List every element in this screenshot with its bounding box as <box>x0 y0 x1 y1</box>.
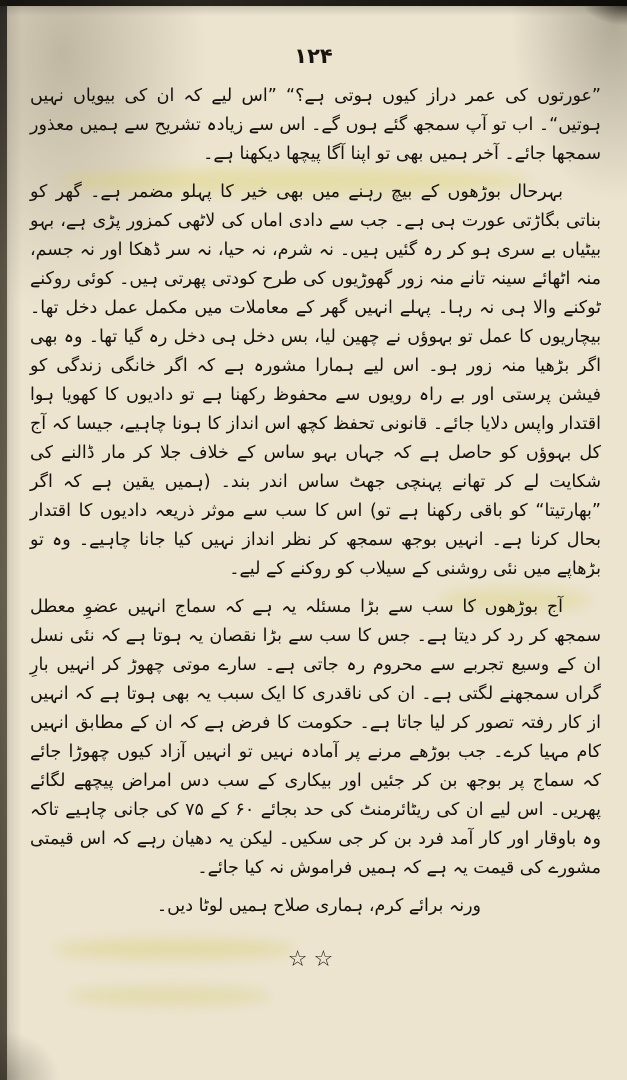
paragraph: آج بوڑھوں کا سب سے بڑا مسئلہ یہ ہے کہ سماج انہیں عضوِ معطل سمجھ کر رد کر دیتا ہے۔ جس کا سب سے بڑا نقصان یہ ہوتا ہے کہ نئی نسل ان کے وسیع تجربے سے محروم رہ جاتی ہے۔ سارے موتی چھوڑ کر انہیں بارِ گراں سمجھنے لگتی ہے۔ ان کی ناقدری کا ایک سبب یہ بھی ہوتا ہے کہ انہیں از کار رفتہ تصور کر لیا جاتا ہے۔ حکومت کا فرض ہے کہ ان کے مطابق انہیں کام مہیا کرے۔ جب بوڑھے مرنے پر آمادہ نہیں تو انہیں آزاد کیوں چھوڑا جائے کہ سماج پر بوجھ بن کر جئیں اور بیکاری کے سب دس امراض پیچھے لگائے پھریں۔ اس لیے ان کی ریٹائرمنٹ کی حد بجائے ۶۰ کے ۷۵ کی جانی چاہیے تاکہ وہ باوقار اور کار آمد فرد بن کر جی سکیں۔ لیکن یہ دھیان رہے کہ اس قیمتی مشورے کی قیمت یہ ہے کہ ہمیں فراموش نہ کیا جائے۔ <box>30 597 601 878</box>
paper-stain <box>70 986 270 1006</box>
paragraph: بہرحال بوڑھوں کے بیچ رہنے میں بھی خیر کا پہلو مضمر ہے۔ گھر کو بناتی بگاڑتی عورت ہی ہے۔ جب سے دادی اماں کی لاٹھی کمزور پڑی ہے، بہو بیٹیاں بے سری ہو کر رہ گئیں ہیں۔ نہ شرم، نہ حیا، نہ سر ڈھکا اور نہ جسم، منہ اٹھائے سینہ تانے منہ زور گھوڑیوں کی طرح کودتی پھرتی ہیں۔ کوئی روکنے ٹوکنے والا ہی نہ رہا۔ پہلے انہیں گھر کے معاملات میں مکمل عمل دخل تھا۔ بیچاریوں کا عمل تو بہوؤں نے چھین لیا، بس دخل ہی دخل رہ گیا تھا۔ وہ بھی اگر بڑھیا منہ زور ہو۔ اس لیے ہمارا مشورہ ہے کہ اگر خانگی زندگی کو فیشن پرستی اور بے راہ رویوں سے محفوظ رکھنا ہے تو دادیوں کا کھویا ہوا اقتدار واپس دلایا جائے۔ قانونی تحفظ کچھ اس انداز کا ہونا چاہیے، جیسا کہ آج کل بہوؤں کو حاصل ہے کہ جہاں بہو ساس کے خلاف جلا کر مار ڈالنے کی شکایت لے کر تھانے پہنچی جھٹ ساس اندر بند۔ (ہمیں یقین ہے کہ اگر ”بھارتیتا“ کو باقی رکھنا ہے تو) اس کا سب سے موثر ذریعہ دادیوں کا اقتدار بحال کرنا ہے۔ انہیں بوجھ سمجھ کر نظر انداز نہیں کیا جانا چاہیے۔ وہ تو بڑھاپے میں نئی روشنی کے سیلاب کو روکنے کے لیے۔ <box>30 182 601 579</box>
page-number: ۱۲۴ <box>294 44 333 68</box>
scan-edge-top <box>0 0 627 6</box>
scan-edge-left <box>0 0 7 1080</box>
scan-corner-shadow-bottom-left <box>0 1030 60 1080</box>
paragraph: ”عورتوں کی عمر دراز کیوں ہوتی ہے؟“ ”اس لیے کہ ان کی بیویاں نہیں ہوتیں“۔ اب تو آپ سمجھ گئے ہوں گے۔ اس سے زیادہ تشریح سے ہمیں معذور سمجھا جائے۔ آخر ہمیں بھی تو اپنا آگا پیچھا دیکھنا ہے۔ <box>30 86 601 164</box>
body-text <box>30 82 601 930</box>
scan-corner-shadow-top-right <box>581 0 627 26</box>
paragraph-closing-line: ورنہ برائے کرم، ہماری صلاح ہمیں لوٹا دیں۔ <box>156 896 481 916</box>
section-end-stars: ☆☆ <box>287 947 340 972</box>
